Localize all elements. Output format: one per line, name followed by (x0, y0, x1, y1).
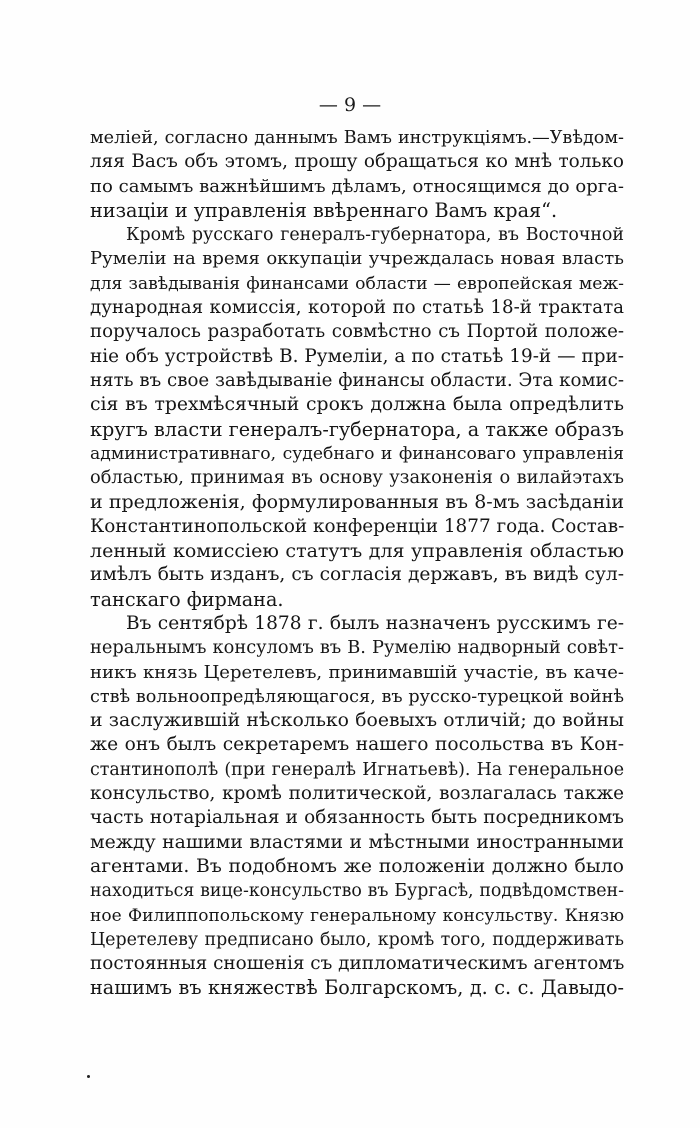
text-line: постоянныя сношенія съ дипломатическимъ агентомъ (90, 953, 624, 975)
text-line: имѣлъ быть изданъ, съ согласія державъ, въ видѣ сул- (90, 564, 624, 586)
text-line: часть нотаріальная и обязанность быть посредникомъ (90, 807, 624, 829)
text-line: консульство, кромѣ политической, возлагалась также (90, 783, 624, 805)
text-line: нашимъ въ княжествѣ Болгарскомъ, д. с. с. Давыдо- (90, 976, 624, 1000)
text-line: Въ сентябрѣ 1878 г. былъ назначенъ русскимъ ге- (126, 612, 624, 634)
text-line: между нашими властями и мѣстными иностранными (90, 831, 624, 853)
text-line: и предложенія, формулированныя въ 8-мъ засѣданіи (90, 491, 624, 514)
text-line: Церетелеву предписано было, кромѣ того, поддерживать (90, 929, 624, 950)
text-line: областью, принимая въ основу узаконенія о вилайэтахъ (90, 467, 624, 489)
text-line: Румеліи на время оккупаціи учреждалась новая власть (90, 248, 624, 270)
text-line: и заслужившій нѣсколько боевыхъ отличій; до войны (90, 710, 624, 732)
text-line: же онъ былъ секретаремъ нашего посольства въ Кон- (90, 734, 624, 756)
text-line: неральнымъ консуломъ въ В. Румелію надворный совѣт- (90, 637, 624, 659)
text-line: поручалось разработать совмѣстно съ Портой положе- (90, 321, 624, 343)
text-line: по самымъ важнѣйшимъ дѣламъ, относящимся до орга- (90, 175, 624, 197)
text-line: сія въ трехмѣсячный срокъ должна была опредѣлить (90, 394, 624, 416)
text-line: Кромѣ русскаго генералъ-губернатора, въ Восточной (126, 225, 624, 246)
text-line: ленный комиссіею статутъ для управленія областью (90, 540, 624, 563)
ink-speck (87, 1075, 90, 1078)
text-line: дународная комиссія, которой по статьѣ 18-й трактата (90, 297, 624, 319)
text-line: танскаго фирмана. (90, 587, 284, 611)
page-number: — 9 — (318, 94, 382, 116)
text-line: стантинополѣ (при генералѣ Игнатьевѣ). На генеральное (90, 759, 624, 780)
text-line: агентами. Въ подобномъ же положеніи должно было (90, 855, 624, 877)
text-line: Константинопольской конференціи 1877 года. Состав- (90, 515, 624, 537)
text-line: находиться вице-консульство въ Бургасѣ, подвѣдомствен- (90, 881, 624, 902)
text-line: для завѣдыванія финансами области — европейская меж- (90, 273, 624, 294)
text-line: кругъ власти генералъ-губернатора, а также образъ (90, 417, 624, 441)
text-line: меліей, согласно даннымъ Вамъ инструкціямъ.—Увѣдом- (90, 128, 624, 148)
text-line: нять въ свое завѣдываніе финансы области. Эта комис- (90, 369, 624, 391)
text-line: ное Филиппопольскому генеральному консульству. Князю (90, 905, 624, 926)
text-line: административнаго, судебнаго и финансоваго управленія (90, 443, 624, 464)
text-line: ніе объ устройствѣ В. Румеліи, а по статьѣ 19-й — при- (90, 345, 624, 367)
text-line: никъ князь Церетелевъ, принимавшій участіе, въ каче- (90, 661, 624, 683)
text-line: ствѣ вольноопредѣляющагося, въ русско-турецкой войнѣ (90, 686, 624, 707)
body-text (90, 126, 624, 1001)
text-line: ляя Васъ объ этомъ, прошу обращаться ко мнѣ только (90, 151, 624, 173)
text-line: низаціи и управленія ввѣреннаго Вамъ края“. (90, 198, 558, 222)
